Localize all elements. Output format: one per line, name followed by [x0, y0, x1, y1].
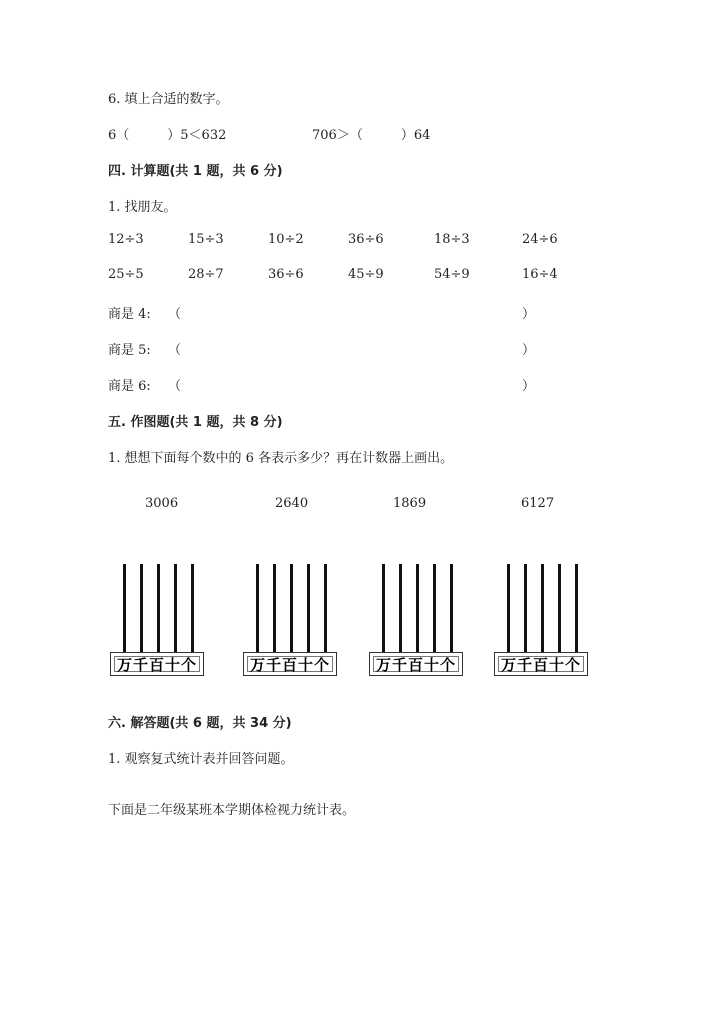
answer-open-paren: （: [168, 343, 182, 358]
abacus-place-labels: 万千百十个: [116, 655, 197, 674]
number-label: 6127: [521, 496, 555, 511]
q6-part1-suffix: ）5＜632: [167, 128, 227, 143]
abacus-place-labels: 万千百十个: [249, 655, 330, 674]
abacus-place-labels: 万千百十个: [375, 655, 456, 674]
section5-heading: 五. 作图题(共 1 题，共 8 分): [108, 415, 283, 430]
abacus-base: [110, 652, 204, 676]
division-item: 15÷3: [188, 232, 224, 247]
division-item: 12÷3: [108, 232, 144, 247]
abacus-rod[interactable]: [399, 564, 402, 654]
answer-open-paren: （: [168, 307, 182, 322]
abacus-rod[interactable]: [575, 564, 578, 654]
answer-open-paren: （: [168, 379, 182, 394]
division-item: 10÷2: [268, 232, 304, 247]
abacus-counter: [110, 564, 206, 684]
abacus-rod[interactable]: [123, 564, 126, 654]
abacus-rod[interactable]: [157, 564, 160, 654]
abacus-base: [243, 652, 337, 676]
answer-label: 商是 4:: [108, 307, 151, 322]
abacus-place-labels: 万千百十个: [500, 655, 581, 674]
answer-close-paren: ）: [522, 307, 536, 322]
answer-label: 商是 5:: [108, 343, 151, 358]
section5-q1-title: 1. 想想下面每个数中的 6 各表示多少？再在计数器上画出。: [108, 451, 454, 466]
section4-heading: 四. 计算题(共 1 题，共 6 分): [108, 164, 283, 179]
section6-intro: 下面是二年级某班本学期体检视力统计表。: [108, 803, 356, 818]
abacus-rod[interactable]: [433, 564, 436, 654]
abacus-rod[interactable]: [174, 564, 177, 654]
abacus-rod[interactable]: [307, 564, 310, 654]
abacus-base: [369, 652, 463, 676]
abacus-base: [494, 652, 588, 676]
number-label: 1869: [393, 496, 427, 511]
division-item: 28÷7: [188, 267, 224, 282]
abacus-counter: [243, 564, 339, 684]
division-item: 16÷4: [522, 267, 558, 282]
abacus-rod[interactable]: [382, 564, 385, 654]
q6-part2-suffix: ）64: [400, 128, 431, 143]
abacus-rod[interactable]: [324, 564, 327, 654]
abacus-rod[interactable]: [416, 564, 419, 654]
abacus-counter: [369, 564, 465, 684]
q6-part1: [108, 124, 226, 143]
answer-close-paren: ）: [522, 343, 536, 358]
answer-label: 商是 6:: [108, 379, 151, 394]
division-item: 36÷6: [348, 232, 384, 247]
section6-heading: 六. 解答题(共 6 题，共 34 分): [108, 716, 292, 731]
abacus-rod[interactable]: [507, 564, 510, 654]
abacus-rod[interactable]: [256, 564, 259, 654]
section4-q1-title: 1. 找朋友。: [108, 200, 177, 215]
division-item: 24÷6: [522, 232, 558, 247]
abacus-rod[interactable]: [450, 564, 453, 654]
abacus-rod[interactable]: [140, 564, 143, 654]
abacus-rod[interactable]: [290, 564, 293, 654]
division-item: 36÷6: [268, 267, 304, 282]
abacus-rod[interactable]: [541, 564, 544, 654]
abacus-rod[interactable]: [524, 564, 527, 654]
division-item: 18÷3: [434, 232, 470, 247]
abacus-rod[interactable]: [558, 564, 561, 654]
section6-q1-title: 1. 观察复式统计表并回答问题。: [108, 752, 294, 767]
abacus-counter: [494, 564, 590, 684]
q6-title: 6. 填上合适的数字。: [108, 92, 229, 107]
answer-close-paren: ）: [522, 379, 536, 394]
q6-part2-prefix: 706＞（: [312, 128, 363, 143]
division-item: 45÷9: [348, 267, 384, 282]
q6-part2: [312, 124, 430, 143]
abacus-rod[interactable]: [273, 564, 276, 654]
division-item: 54÷9: [434, 267, 470, 282]
q6-part1-prefix: 6（: [108, 128, 130, 143]
division-item: 25÷5: [108, 267, 144, 282]
number-label: 3006: [145, 496, 179, 511]
abacus-rod[interactable]: [191, 564, 194, 654]
number-label: 2640: [275, 496, 309, 511]
